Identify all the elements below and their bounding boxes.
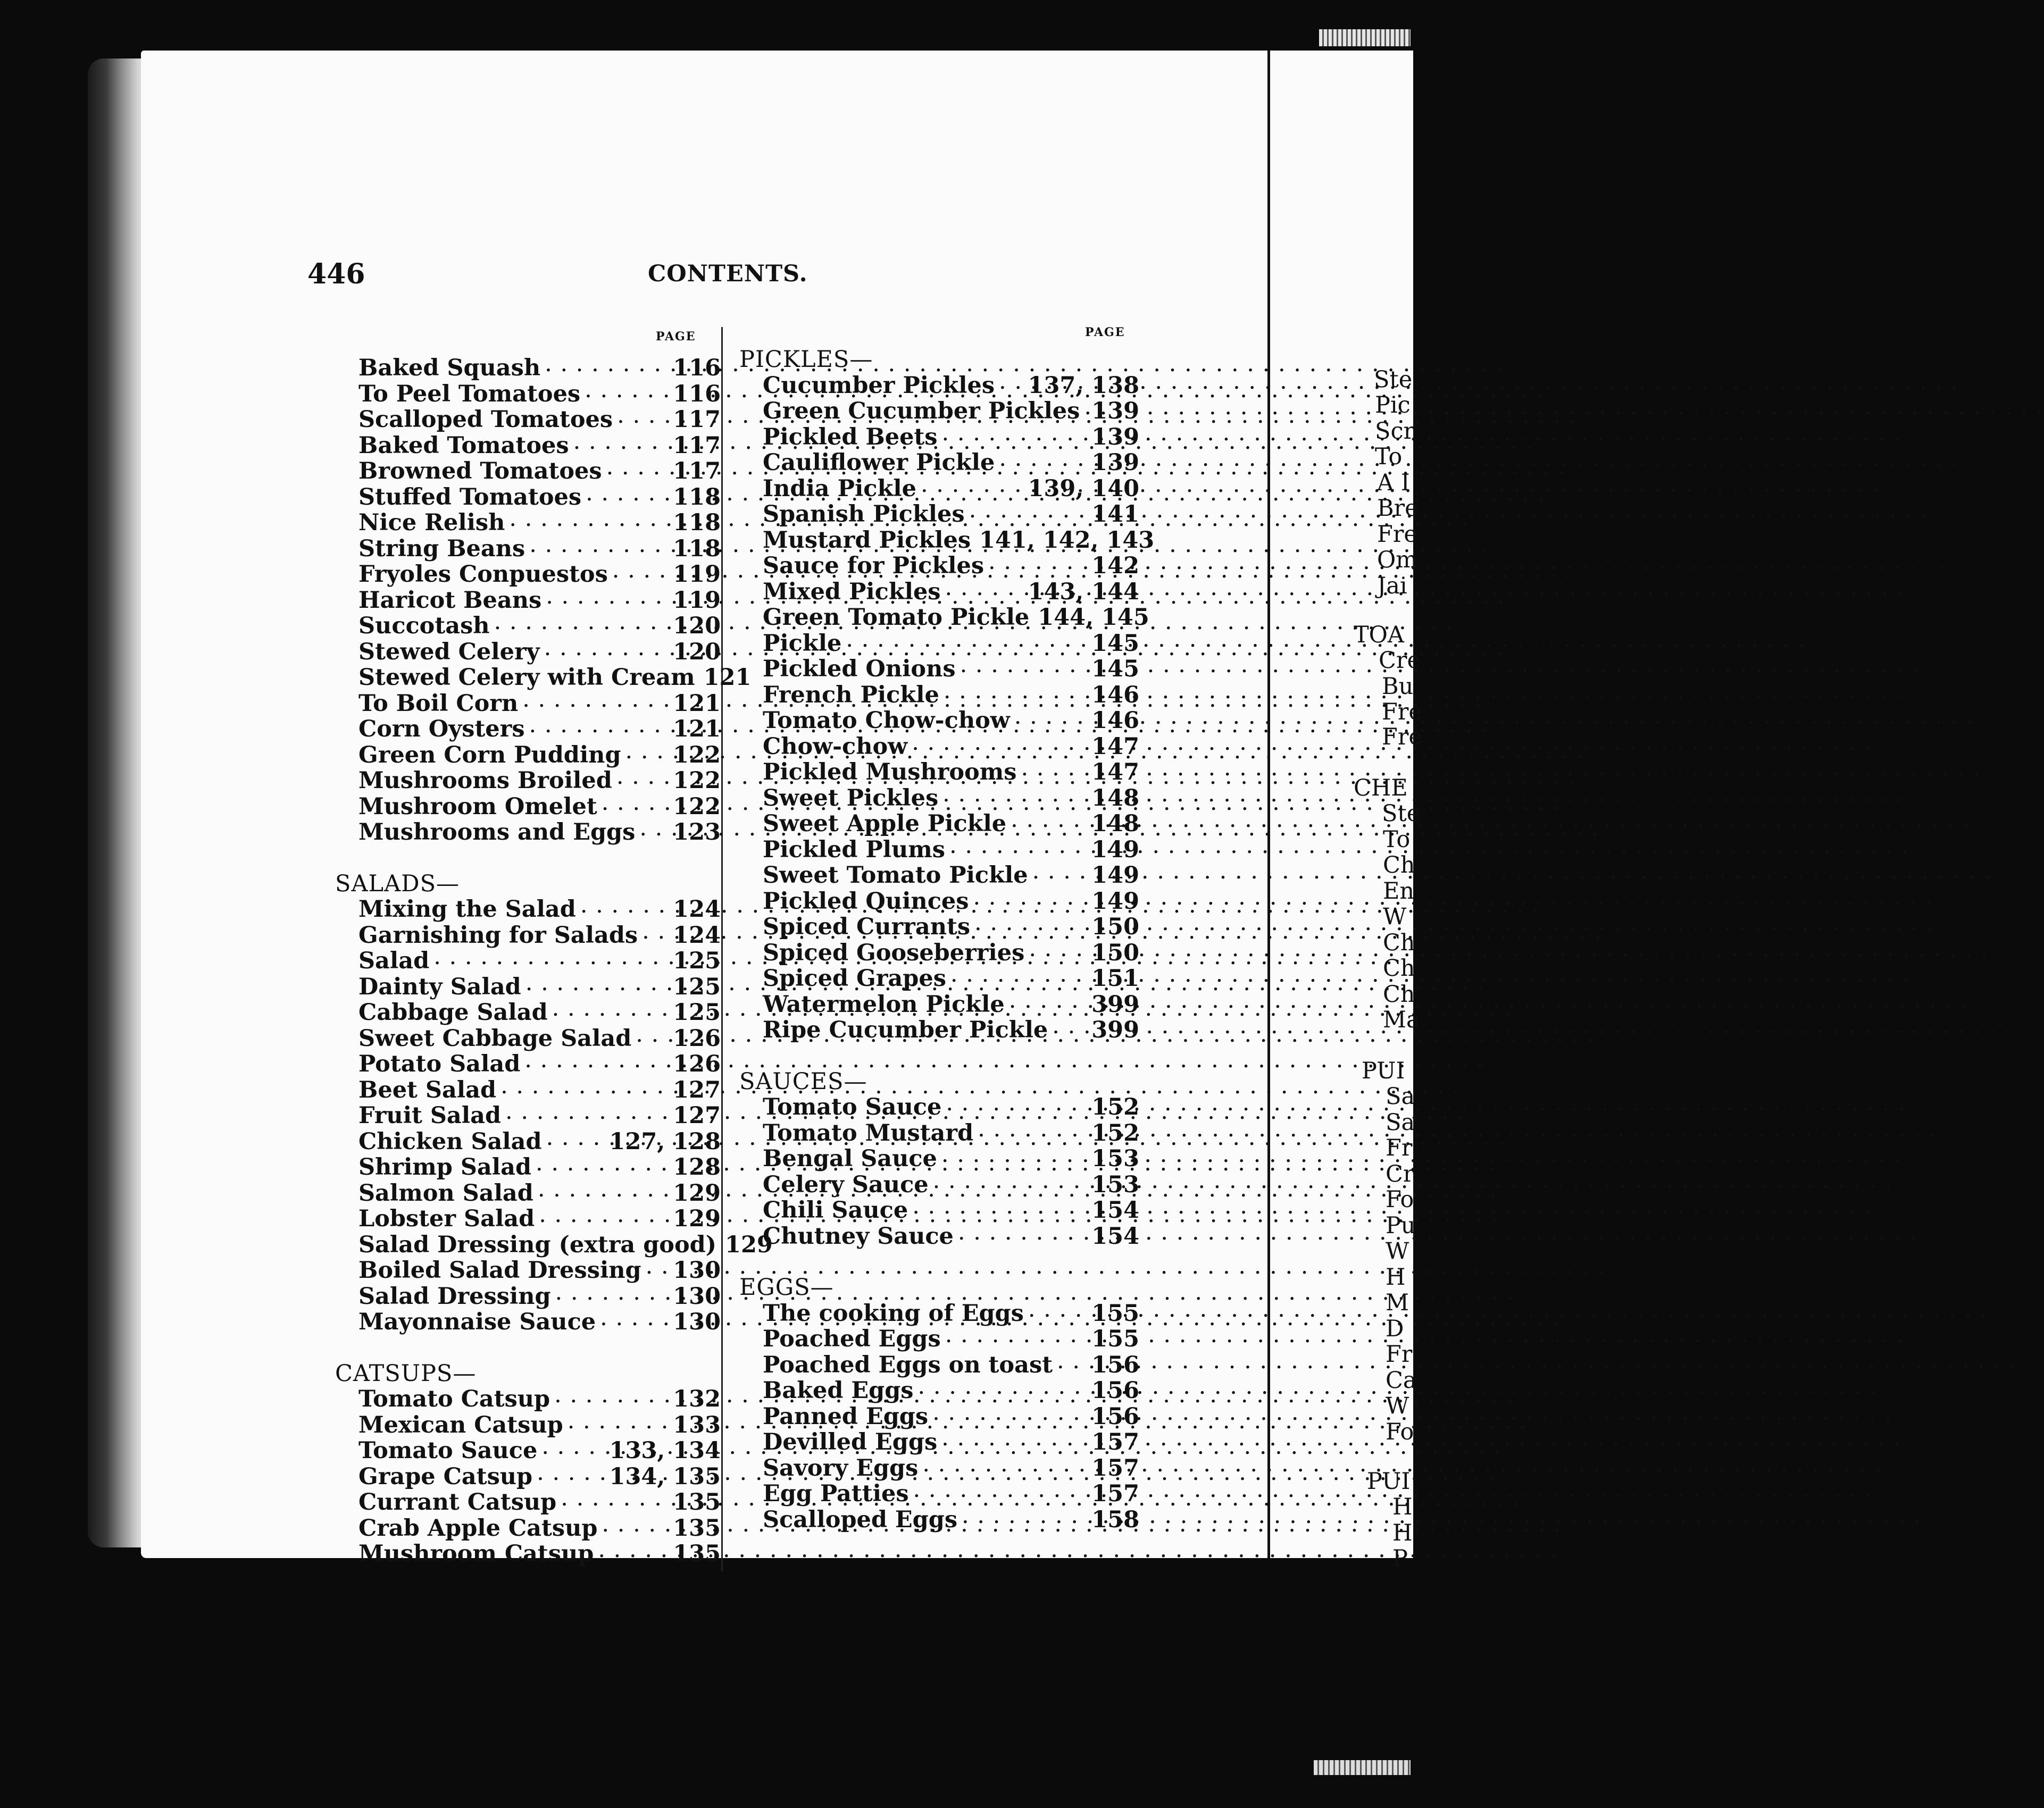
entry-title: Garnishing for Salads — [358, 922, 638, 949]
entry-page: 130 — [673, 1283, 721, 1310]
entry-page: 147 — [1091, 733, 1139, 760]
contents-entry — [335, 639, 721, 665]
entry-title: Mayonnaise Sauce — [358, 1309, 596, 1335]
facing-page-fragment: M — [1386, 1290, 1409, 1316]
entry-page: 122 — [673, 793, 721, 820]
entry-page: 158 — [1091, 1506, 1139, 1533]
dot-leader — [544, 639, 669, 665]
entry-page: 119 — [673, 587, 721, 614]
entry-title: Green Corn Pudding — [358, 741, 621, 768]
entry-title: Panned Eggs — [763, 1403, 929, 1430]
entry-title: Pickle — [763, 630, 842, 657]
facing-page-fragment: W — [1383, 903, 1407, 930]
entry-page: 124 — [673, 896, 721, 923]
facing-page-fragment: En — [1383, 878, 1415, 905]
dot-leader — [1052, 1017, 1087, 1043]
running-head: CONTENTS. — [648, 261, 808, 287]
entry-page: 127 — [673, 1102, 721, 1129]
facing-page-fragment: Scr — [1375, 418, 1415, 445]
entry-title: Stewed Celery — [358, 638, 540, 665]
entry-page: 141, 142, 143 — [979, 526, 1155, 554]
entry-page: 132 — [673, 1386, 721, 1412]
entry-title: Green Cucumber Pickles — [763, 398, 1080, 424]
facing-page-fragment: Fre — [1382, 699, 1422, 725]
entry-title: Chili Sauce — [763, 1197, 908, 1224]
dot-leader — [962, 1507, 1087, 1533]
entry-title: Potato Salad — [358, 1051, 521, 1077]
entry-page: 155 — [1091, 1300, 1139, 1327]
entry-title: Spanish Pickles — [763, 501, 965, 528]
facing-page-fragment: Ste — [1374, 366, 1413, 393]
entry-title: Pickled Plums — [763, 836, 946, 863]
entry-title: Cauliflower Pickle — [763, 449, 995, 476]
section-gap — [739, 1043, 1139, 1069]
contents-entry — [335, 819, 721, 846]
contents-entry — [739, 1017, 1139, 1043]
entry-page: 133, 134 — [609, 1437, 721, 1464]
entry-title: Grape Catsup — [358, 1463, 533, 1490]
entry-title: Tomato Chow-chow — [763, 707, 1010, 734]
page-column-label-left: PAGE — [656, 330, 696, 344]
entry-page: 399 — [1091, 1017, 1139, 1043]
entry-page: 129 — [673, 1206, 721, 1232]
entry-page: 152 — [1091, 1094, 1139, 1120]
facing-page-fragment: W — [1386, 1238, 1409, 1265]
entry-title: Poached Eggs on toast — [763, 1351, 1053, 1378]
facing-page-fragment: Fr — [1386, 1341, 1413, 1368]
entry-page: 152 — [1091, 1119, 1139, 1146]
section-heading: EGGS— — [739, 1274, 834, 1301]
entry-title: Succotash — [358, 613, 490, 639]
entry-page: 139 — [1091, 423, 1139, 450]
entry-page: 154 — [1091, 1223, 1139, 1250]
entry-title: Devilled Eggs — [763, 1429, 938, 1455]
facing-page-fragment: Fre — [1382, 724, 1422, 750]
entry-title: Salad Dressing — [358, 1283, 551, 1310]
entry-title: Beet Salad — [358, 1076, 497, 1103]
entry-title: Scalloped Tomatoes — [358, 406, 613, 433]
entry-title: String Beans — [358, 535, 525, 562]
entry-title: Egg Patties — [763, 1480, 909, 1507]
entry-title: Dainty Salad — [358, 973, 521, 1000]
entry-title: To Peel Tomatoes — [358, 380, 581, 407]
entry-title: Fryoles Conpuestos — [358, 561, 608, 588]
entry-page: 148 — [1091, 810, 1139, 837]
entry-page: 129 — [673, 1179, 721, 1207]
entry-page: 127 — [673, 1076, 721, 1103]
entry-title: Baked Tomatoes — [358, 432, 569, 459]
entry-title: Boiled Salad Dressing — [358, 1257, 641, 1284]
entry-title: Mustard Pickles — [763, 526, 971, 554]
entry-page: 153 — [1091, 1171, 1139, 1198]
entry-page: 122 — [673, 741, 721, 768]
entry-page: 116 — [673, 380, 721, 407]
entry-page: 126 — [673, 1051, 721, 1077]
facing-page-fragment: P — [1392, 1545, 1408, 1572]
contents-entry — [335, 1206, 721, 1232]
entry-title: Spiced Grapes — [763, 965, 946, 992]
entry-page: 156 — [1091, 1377, 1139, 1404]
entry-page: 121 — [673, 716, 721, 742]
entry-page: 149 — [1091, 836, 1139, 863]
entry-page: 121 — [673, 690, 721, 717]
entry-title: Browned Tomatoes — [358, 458, 602, 484]
entry-page: 148 — [1091, 784, 1139, 811]
facing-page-fragment: Bre — [1377, 495, 1419, 522]
entry-page: 151 — [1091, 965, 1139, 992]
entry-title: Stewed Celery with Cream — [358, 664, 695, 691]
entry-title: Crab Apple Catsup — [358, 1514, 598, 1542]
facing-page-fragment: Fo — [1386, 1419, 1414, 1445]
entry-title: Haricot Beans — [358, 587, 542, 614]
facing-page-fragment: To — [1383, 826, 1411, 853]
entry-title: Spiced Gooseberries — [763, 939, 1025, 966]
entry-page: 145 — [1091, 656, 1139, 682]
entry-page: 150 — [1091, 914, 1139, 940]
entry-page: 157 — [1091, 1480, 1139, 1507]
entry-title: Sauce for Pickles — [763, 553, 985, 579]
contents-column-left — [335, 355, 773, 1567]
entry-page: 122 — [673, 767, 721, 794]
entry-page: 143, 144 — [1028, 578, 1139, 605]
entry-page: 149 — [1091, 862, 1139, 889]
dot-leader — [539, 1206, 669, 1232]
entry-page: 149 — [1091, 888, 1139, 915]
entry-title: Corn Oysters — [358, 716, 525, 742]
contents-entry — [739, 1224, 1139, 1250]
entry-page: 121 — [703, 664, 752, 691]
entry-title: Salad — [358, 948, 430, 974]
entry-page: 117 — [673, 458, 721, 484]
facing-page-fragment: TOA — [1354, 622, 1404, 648]
entry-page: 139 — [1091, 398, 1139, 424]
contents-entry — [335, 1541, 721, 1567]
entry-title: Nice Relish — [358, 509, 505, 536]
entry-title: Mixing the Salad — [358, 896, 576, 923]
entry-title: Pickled Quinces — [763, 888, 969, 915]
entry-title: Cabbage Salad — [358, 999, 548, 1026]
facing-page-fragment: Ch — [1383, 981, 1415, 1008]
entry-page: 141 — [1091, 501, 1139, 528]
facing-page-fragment: Om — [1377, 547, 1418, 573]
entry-title: Mushroom Omelet — [358, 793, 597, 820]
dot-leader — [999, 373, 1024, 399]
entry-page: 139 — [1091, 449, 1139, 476]
entry-title: Mushrooms and Eggs — [358, 819, 636, 846]
section-gap — [739, 1249, 1139, 1275]
entry-title: Cucumber Pickles — [763, 372, 995, 399]
facing-page-fragment: Fre — [1377, 521, 1417, 548]
entry-title: Spiced Currants — [763, 914, 971, 940]
entry-title: Tomato Mustard — [763, 1119, 974, 1146]
entry-page: 118 — [673, 535, 721, 562]
dot-leader — [600, 1309, 669, 1335]
entry-title: Sweet Pickles — [763, 784, 939, 811]
entry-title: Bengal Sauce — [763, 1145, 937, 1172]
facing-page-fragment: Ste — [1382, 800, 1421, 827]
facing-page-fragment: Cre — [1379, 647, 1421, 674]
entry-page: 146 — [1091, 707, 1139, 734]
section-gap — [335, 1335, 721, 1361]
facing-page-fragment: H — [1392, 1494, 1413, 1520]
dot-leader — [958, 1224, 1087, 1250]
entry-page: 144, 145 — [1038, 604, 1149, 631]
entry-page: 120 — [673, 638, 721, 665]
facing-page-fragment: Ca — [1386, 1367, 1417, 1394]
entry-page: 156 — [1091, 1351, 1139, 1378]
facing-page-fragment: Fo — [1386, 1186, 1414, 1213]
book-spine-shadow — [88, 58, 149, 1547]
entry-title: Stuffed Tomatoes — [358, 483, 582, 510]
facing-page-fragment: CHE — [1354, 775, 1408, 801]
entry-page: 118 — [673, 483, 721, 510]
facing-page-fragment: Cr — [1386, 1161, 1414, 1187]
entry-page: 135 — [673, 1541, 721, 1567]
facing-page-fragment: PUI — [1367, 1468, 1411, 1495]
contents-entry — [739, 1507, 1139, 1533]
entry-page: 127, 128 — [609, 1128, 721, 1155]
facing-page-fragment: A I — [1377, 470, 1410, 496]
entry-title: Ripe Cucumber Pickle — [763, 1017, 1048, 1043]
entry-page: 126 — [673, 1025, 721, 1052]
entry-page: 150 — [1091, 939, 1139, 966]
entry-title: Celery Sauce — [763, 1171, 929, 1198]
facing-page-fragment: PUI — [1362, 1058, 1405, 1084]
entry-page: 119 — [673, 561, 721, 588]
entry-title: Baked Squash — [358, 355, 541, 381]
entry-page: 399 — [1091, 991, 1139, 1018]
entry-page: 139, 140 — [1028, 475, 1139, 502]
entry-page: 154 — [1091, 1197, 1139, 1224]
entry-page: 125 — [673, 999, 721, 1026]
facing-page-fragment: Pic — [1375, 392, 1411, 418]
entry-page: 135 — [673, 1514, 721, 1542]
entry-page: 155 — [1091, 1326, 1139, 1352]
entry-title: Lobster Salad — [358, 1206, 535, 1232]
entry-title: The cooking of Eggs — [763, 1300, 1024, 1327]
section-heading: CATSUPS— — [335, 1360, 477, 1387]
entry-page: 124 — [673, 922, 721, 949]
facing-page-fragment: H — [1392, 1520, 1413, 1546]
entry-title: Pickled Mushrooms — [763, 759, 1017, 785]
page-number: 446 — [307, 258, 365, 290]
facing-page-fragment: Ch — [1383, 955, 1415, 982]
entry-page: 130 — [673, 1309, 721, 1335]
entry-page: 130 — [673, 1257, 721, 1284]
entry-title: Green Tomato Pickle — [763, 604, 1030, 631]
entry-title: Sweet Apple Pickle — [763, 810, 1007, 837]
entry-page: 135 — [673, 1489, 721, 1516]
entry-page: 118 — [673, 509, 721, 536]
entry-page: 117 — [673, 432, 721, 459]
entry-title: Watermelon Pickle — [763, 991, 1005, 1018]
facing-page-fragment: To — [1375, 443, 1403, 470]
entry-title: Salmon Salad — [358, 1179, 533, 1207]
entry-title: Mushroom Catsup — [358, 1541, 594, 1567]
entry-title: Tomato Sauce — [358, 1437, 538, 1464]
entry-title: French Pickle — [763, 681, 939, 708]
entry-title: Poached Eggs — [763, 1326, 941, 1352]
section-gap — [335, 846, 721, 871]
page-column-label-right: PAGE — [1085, 325, 1125, 339]
entry-title: Tomato Sauce — [763, 1094, 942, 1120]
entry-page: 133 — [673, 1411, 721, 1438]
entry-title: Pickled Onions — [763, 656, 956, 682]
entry-title: Savory Eggs — [763, 1454, 919, 1481]
entry-page: 157 — [1091, 1454, 1139, 1481]
entry-page: 125 — [673, 948, 721, 974]
entry-title: India Pickle — [763, 475, 916, 502]
entry-title: Chow-chow — [763, 733, 908, 760]
entry-title: Pickled Beets — [763, 423, 938, 450]
facing-page-fragment: Fr — [1386, 1135, 1413, 1161]
facing-page-fragment: H — [1386, 1264, 1406, 1291]
entry-title: To Boil Corn — [358, 690, 519, 717]
entry-page: 146 — [1091, 681, 1139, 708]
entry-page: 156 — [1091, 1403, 1139, 1430]
entry-title: Mushrooms Broiled — [358, 767, 612, 794]
section-heading: SALADS— — [335, 870, 460, 897]
entry-page: 134, 135 — [609, 1463, 721, 1490]
entry-page: 123 — [673, 819, 721, 846]
entry-title: Tomato Catsup — [358, 1386, 550, 1412]
facing-page-fragment: Pu — [1386, 1212, 1416, 1239]
entry-page: 117 — [673, 406, 721, 433]
entry-page: 147 — [1091, 759, 1139, 785]
page-edge-strip-bottom — [1314, 1760, 1411, 1775]
entry-title: Chicken Salad — [358, 1128, 542, 1155]
contents-entry — [739, 373, 1139, 399]
entry-page: 137, 138 — [1028, 372, 1139, 399]
entry-title: Mexican Catsup — [358, 1411, 563, 1438]
entry-page: 129 — [725, 1231, 773, 1258]
facing-page-fragment: Ch — [1383, 852, 1415, 878]
entry-page: 145 — [1091, 630, 1139, 657]
contents-entry — [739, 579, 1139, 605]
page-edge-strip-top — [1319, 29, 1411, 46]
entry-title: Scalloped Eggs — [763, 1506, 958, 1533]
contents-column-right — [739, 346, 1155, 1533]
entry-page: 125 — [673, 973, 721, 1000]
facing-page-fragment: Sa — [1386, 1109, 1415, 1136]
contents-entry — [335, 1309, 721, 1335]
entry-page: 116 — [673, 355, 721, 381]
entry-page: 157 — [1091, 1429, 1139, 1455]
entry-title: Sweet Tomato Pickle — [763, 862, 1028, 889]
entry-title: Sweet Cabbage Salad — [358, 1025, 632, 1052]
entry-title: Baked Eggs — [763, 1377, 914, 1404]
entry-title: Salad Dressing (extra good) — [358, 1231, 717, 1258]
facing-page-fragment: Sa — [1386, 1083, 1415, 1110]
facing-page-fragment: W — [1386, 1393, 1409, 1419]
facing-page-fragment: Bu — [1382, 673, 1414, 700]
section-heading: PICKLES— — [739, 346, 873, 373]
entry-title: Currant Catsup — [358, 1489, 557, 1516]
facing-page-fragment: Ch — [1383, 930, 1415, 956]
dot-leader — [639, 819, 669, 846]
entry-page: 142 — [1091, 553, 1139, 579]
entry-title: Mixed Pickles — [763, 578, 941, 605]
section-heading: SAUCES— — [739, 1068, 867, 1095]
dot-leader — [969, 501, 1088, 528]
entry-page: 120 — [673, 613, 721, 639]
contents-entry — [739, 501, 1139, 528]
dot-leader — [945, 579, 1024, 605]
facing-page-fragment: Jai — [1377, 573, 1407, 599]
entry-title: Chutney Sauce — [763, 1223, 954, 1250]
dot-leader — [598, 1541, 669, 1567]
entry-title: Shrimp Salad — [358, 1154, 532, 1181]
entry-title: Fruit Salad — [358, 1102, 502, 1129]
facing-page-fragment: Ma — [1383, 1007, 1420, 1033]
entry-page: 153 — [1091, 1145, 1139, 1172]
entry-page: 128 — [673, 1154, 721, 1181]
facing-page-fragment: D — [1386, 1316, 1404, 1342]
